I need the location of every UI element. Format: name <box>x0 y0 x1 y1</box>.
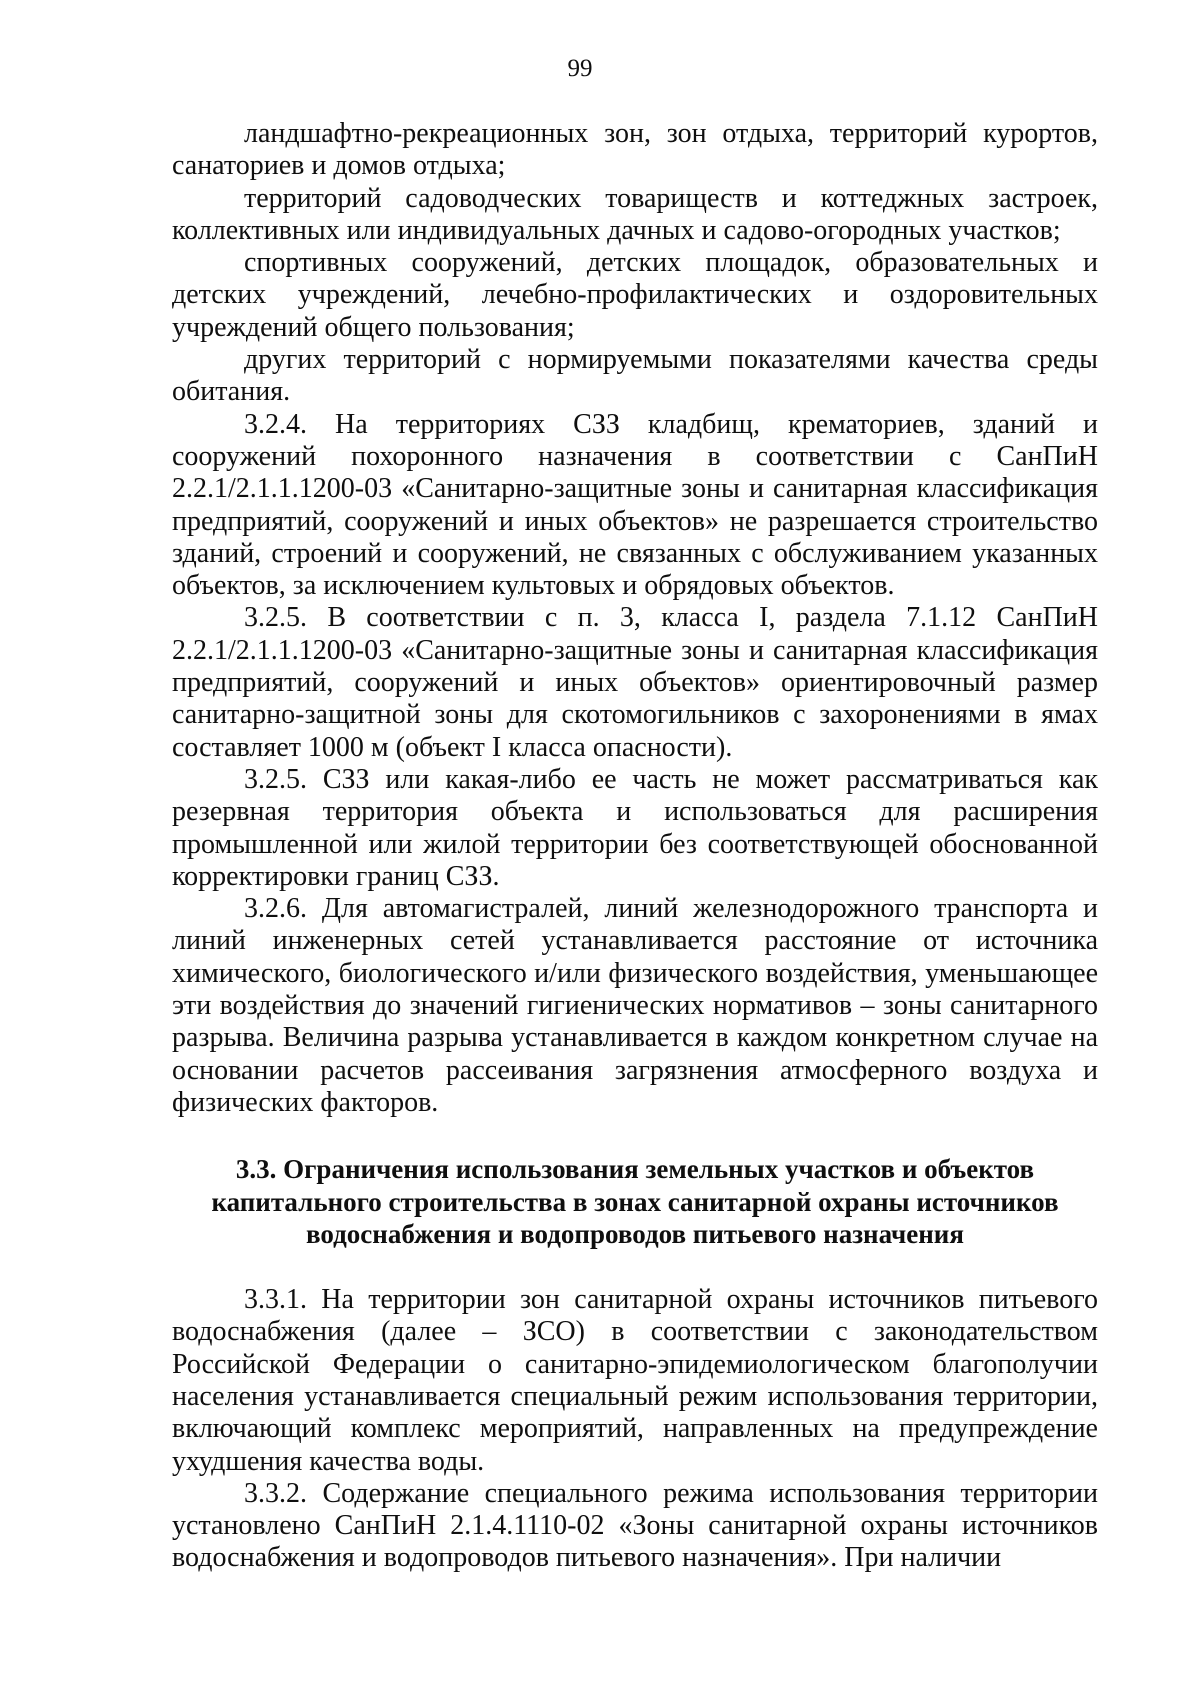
page-number: 99 <box>567 55 593 82</box>
section-heading-line-1: 3.3. Ограничения использования земельных участков и объектов <box>235 1154 1035 1185</box>
list-item-sports-facilities: спортивных сооружений, детских площадок, образовательных и детских учреждений, лечебно-профилактических и оздоровительных учреждений общего пользования; <box>172 247 1098 343</box>
section-heading-3-3 <box>172 1153 1098 1250</box>
list-item-garden-territories: территорий садоводческих товариществ и коттеджных застроек, коллективных или индивидуальных дачных и садово-огородных участков; <box>172 182 1098 246</box>
clause-3-2-4: 3.2.4. На территориях СЗЗ кладбищ, крематориев, зданий и сооружений похоронного назначения в соответствии с СанПиН 2.2.1/2.1.1.1200-03 «Санитарно-защитные зоны и санитарная классификация предприятий, сооружений и иных объектов» не разрешается строительство зданий, строений и сооружений, не связанных с обслуживанием указанных объектов, за исключением культовых и обрядовых объектов. <box>172 408 1098 602</box>
clause-3-2-5-b: 3.2.5. СЗЗ или какая-либо ее часть не может рассматриваться как резервная территория объекта и использоваться для расширения промышленной или жилой территории без соответствующей обоснованной корректировки границ СЗЗ. <box>172 763 1098 892</box>
clause-3-2-6: 3.2.6. Для автомагистралей, линий железнодорожного транспорта и линий инженерных сетей устанавливается расстояние от источника химического, биологического и/или физического воздействия, уменьшающее эти воздействия до значений гигиенических нормативов – зоны санитарного разрыва. Величина разрыва устанавливается в каждом конкретном случае на основании расчетов рассеивания загрязнения атмосферного воздуха и физических факторов. <box>172 893 1098 1118</box>
list-item-recreation-zones: ландшафтно-рекреационных зон, зон отдыха, территорий курортов, санаториев и домов отдыха; <box>172 118 1098 182</box>
clause-3-3-2: 3.3.2. Содержание специального режима использования территории установлено СанПиН 2.1.4.1110-02 «Зоны санитарной охраны источников водоснабжения и водопроводов питьевого назначения». При наличии <box>172 1477 1098 1574</box>
list-item-other-territories: других территорий с нормируемыми показателями качества среды обитания. <box>172 344 1098 408</box>
section-heading-line-2: капитального строительства в зонах санитарной охраны источников <box>211 1186 1059 1217</box>
section-heading-line-3: водоснабжения и водопроводов питьевого назначения <box>306 1218 964 1249</box>
clause-3-2-5-a: 3.2.5. В соответствии с п. 3, класса I, раздела 7.1.12 СанПиН 2.2.1/2.1.1.1200-03 «Санитарно-защитные зоны и санитарная классификация предприятий, сооружений и иных объектов» ориентировочный размер санитарно-защитной зоны для скотомогильников с захоронениями в ямах составляет 1000 м (объект I класса опасности). <box>172 602 1098 763</box>
clause-3-3-1: 3.3.1. На территории зон санитарной охраны источников питьевого водоснабжения (далее – ЗСО) в соответствии с законодательством Российской Федерации о санитарно-эпидемиологическом благополучии населения устанавливается специальный режим использования территории, включающий комплекс мероприятий, направленных на предупреждение ухудшения качества воды. <box>172 1284 1098 1477</box>
document-body <box>172 118 1098 1575</box>
